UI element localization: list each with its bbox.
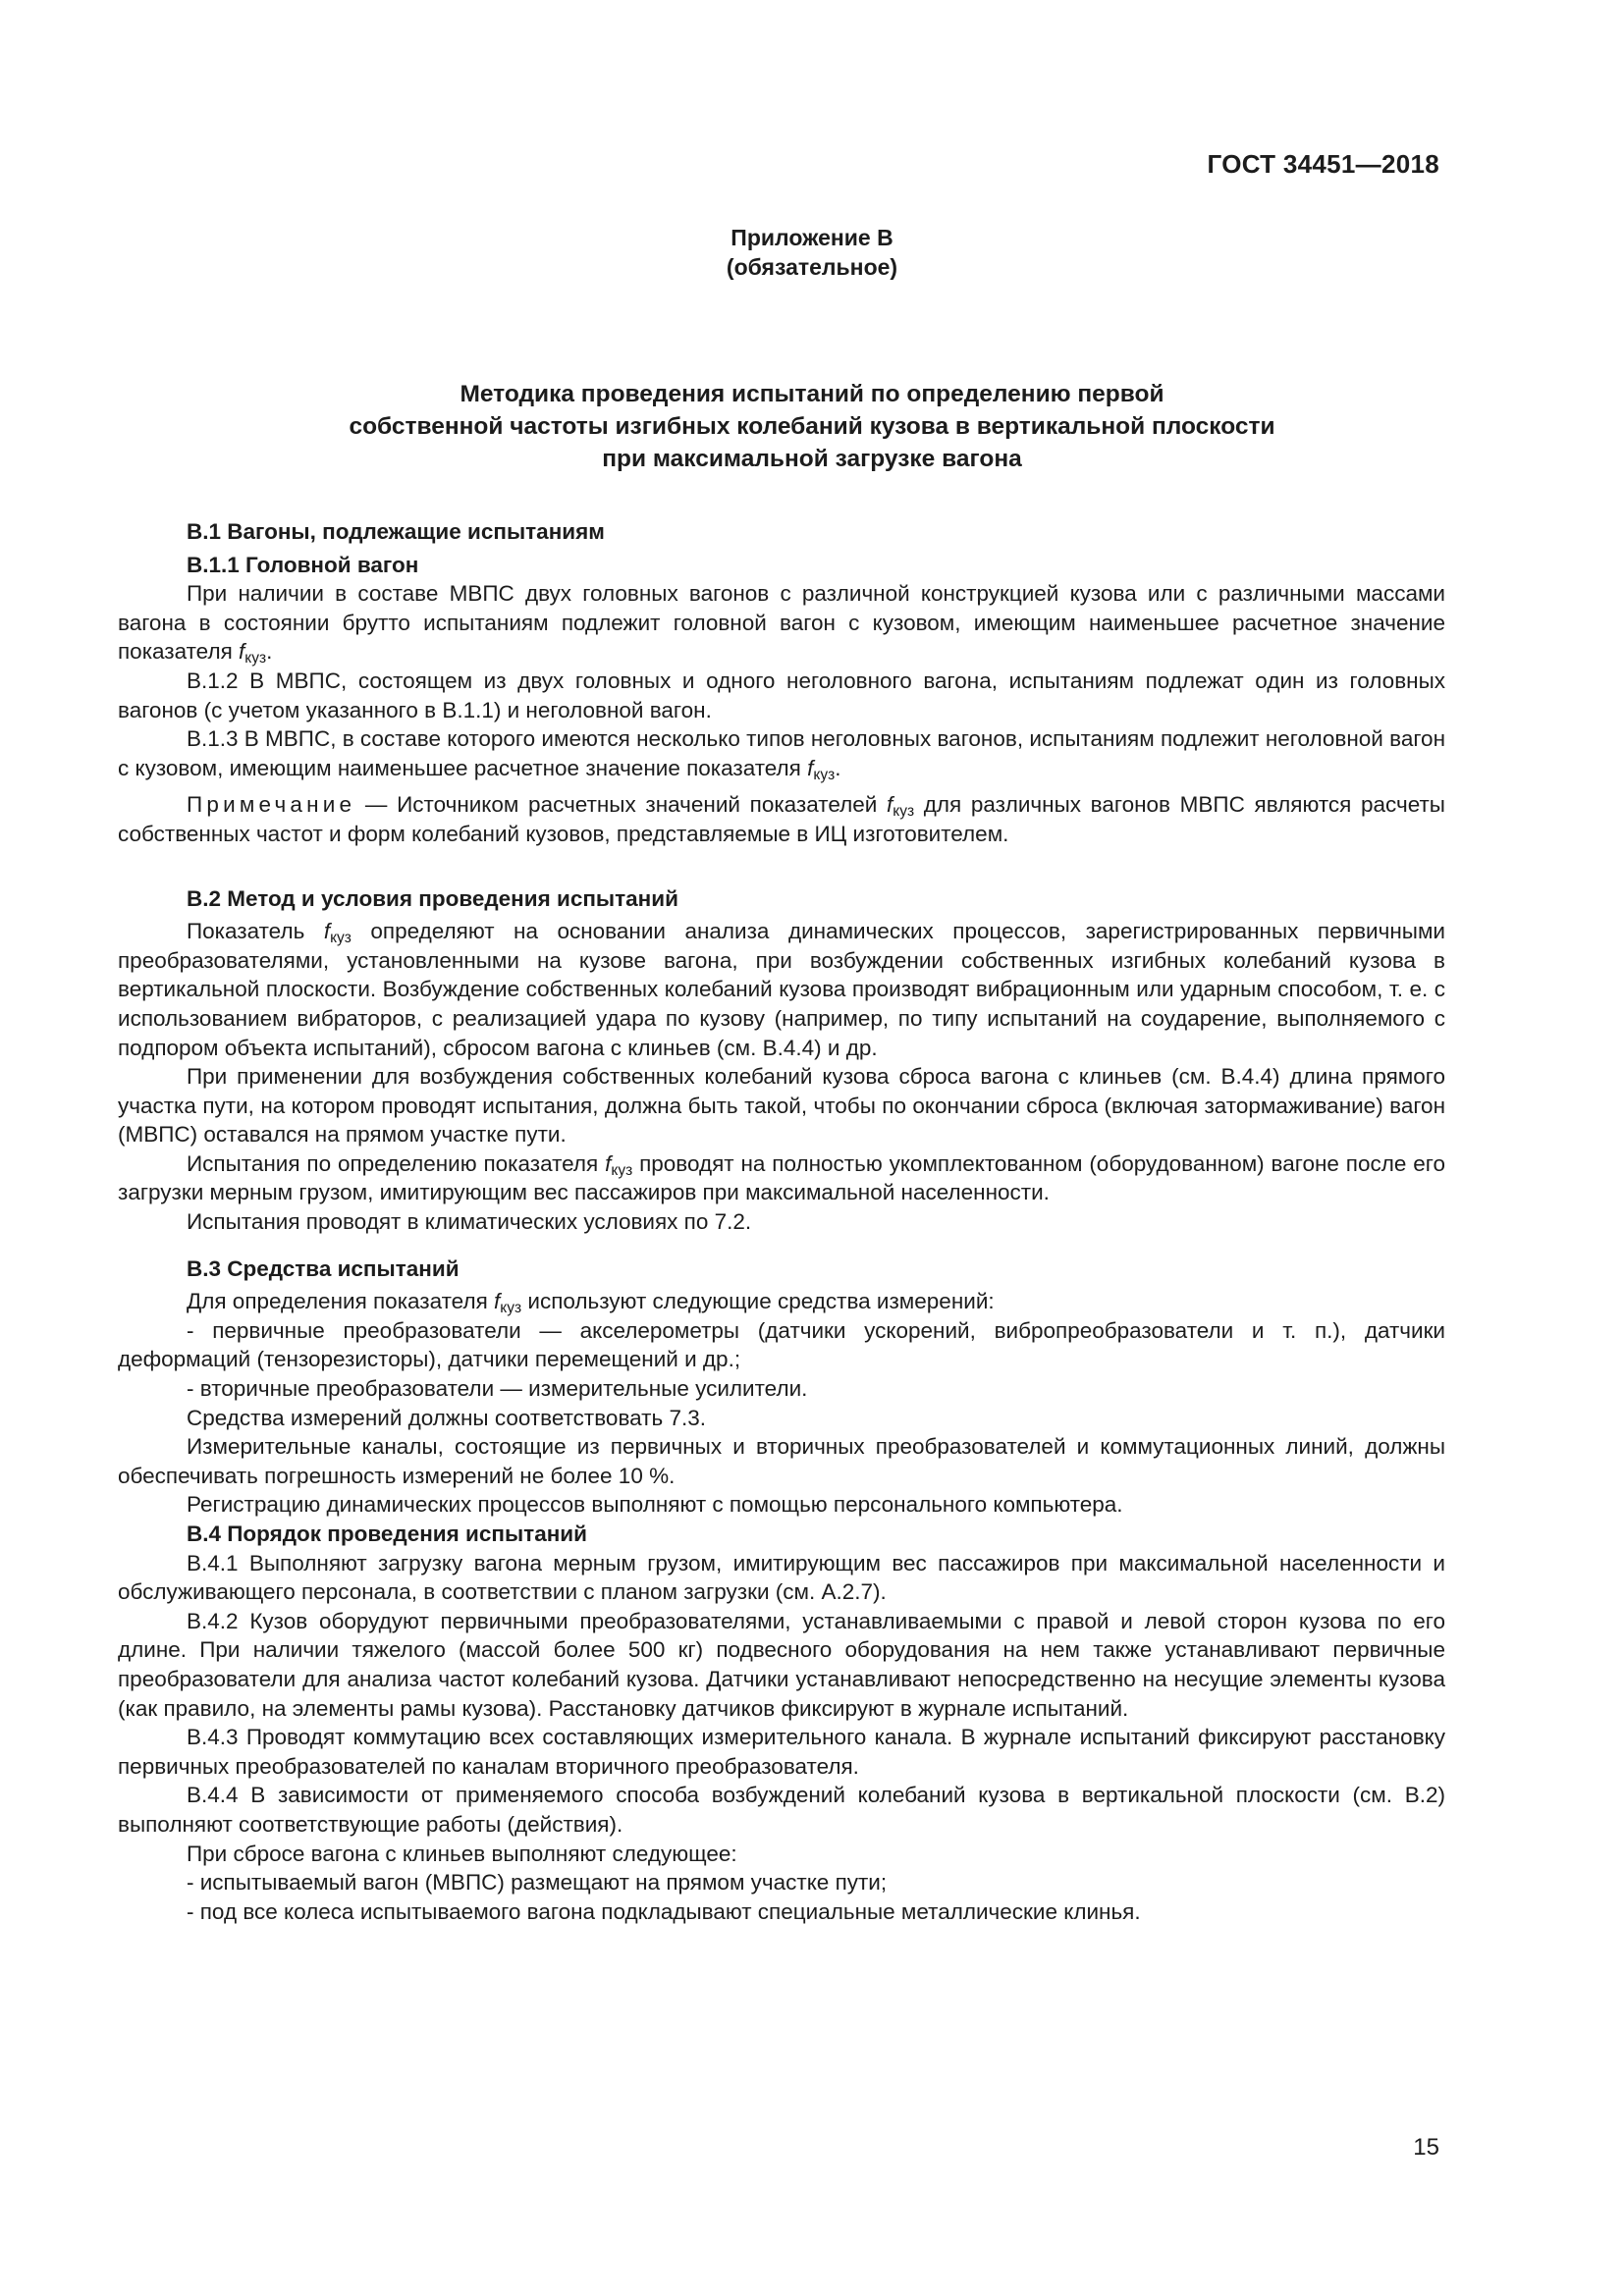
section-heading-b2: В.2 Метод и условия проведения испытаний: [187, 885, 678, 911]
document-title: [0, 378, 1624, 475]
paragraph-b4-5: При сбросе вагона с клиньев выполняют следующее:: [187, 1841, 737, 1866]
paragraph-b2-1: Показатель $f_{куз}$ определяют на основании анализа динамических процессов, зарегистрированных первичными преобразователями, установленными на кузове вагона, при возбуждении собственных изгибных колебаний кузова в вертикальной плоскости. Возбуждение собственных колебаний кузова производят вибрационным или ударным способом, т. е. с использованием вибраторов, с реализацией удара по кузову (например, по типу испытаний на соударение, выполняемого с подпором объекта испытаний), сбросом вагона с клиньев (см. В.4.4) и др.: [118, 919, 1445, 1060]
subsection-heading-b11: В.1.1 Головной вагон: [187, 552, 419, 577]
paragraph-b3-4: Регистрацию динамических процессов выполняют с помощью персонального компьютера.: [187, 1492, 1123, 1518]
symbol-f: f: [807, 755, 814, 780]
section-heading-b3: В.3 Средства испытаний: [187, 1255, 460, 1281]
title-line: собственной частоты изгибных колебаний кузова в вертикальной плоскости: [349, 413, 1275, 440]
page-number: 15: [1413, 2134, 1439, 2161]
paragraph-b2-2: При применении для возбуждения собственных колебаний кузова сброса вагона с клиньев (см. В.4.4) длина прямого участка пути, на котором проводят испытания, должна быть такой, чтобы по окончании сброса (включая затормаживание) вагон (МВПС) оставался на прямом участке пути.: [118, 1064, 1445, 1148]
paragraph-b13: В.1.3 В МВПС, в составе которого имеются несколько типов неголовных вагонов, испытаниям подлежит неголовной вагон с кузовом, имеющим наименьшее расчетное значение показателя $f_{куз}$.: [118, 726, 1445, 783]
paragraph-b4-4: В.4.4 В зависимости от применяемого способа возбуждений колебаний кузова в вертикальной плоскости (см. В.2) выполняют соответствующие работы (действия).: [118, 1783, 1445, 1837]
paragraph-b4-2: В.4.2 Кузов оборудуют первичными преобразователями, устанавливаемыми с правой и левой сторон кузова по его длине. При наличии тяжелого (массой более 500 кг) подвесного оборудования на нем также устанавливают первичные преобразователи для анализа частот колебаний кузова. Датчики устанавливают непосредственно на несущие элементы кузова (как правило, на элементы рамы кузова). Расстановку датчиков фиксируют в журнале испытаний.: [118, 1608, 1445, 1721]
title-line: при максимальной загрузке вагона: [602, 446, 1022, 472]
document-body: [118, 517, 1445, 1926]
paragraph-b4-3: В.4.3 Проводят коммутацию всех составляющих измерительного канала. В журнале испытаний фиксируют расстановку первичных преобразователей по каналам вторичного преобразователя.: [118, 1725, 1445, 1779]
symbol-sub: куз: [244, 650, 267, 667]
paragraph-b3-1: Для определения показателя $f_{куз}$ используют следующие средства измерений:: [187, 1289, 995, 1317]
symbol-f: f: [239, 639, 245, 665]
list-item: - вторичные преобразователи — измерительные усилители.: [187, 1376, 808, 1402]
symbol-sub: куз: [813, 766, 836, 783]
standard-id: ГОСТ 34451—2018: [1207, 149, 1439, 179]
appendix-type: (обязательное): [726, 254, 898, 280]
paragraph-b11: При наличии в составе МВПС двух головных вагонов с различной конструкцией кузова или с различными массами вагона в состоянии брутто испытаниям подлежит головной вагон с кузовом, имеющим наименьшее расчетное значение показателя $f_{куз}$.: [118, 581, 1445, 667]
list-item: - под все колеса испытываемого вагона подкладывают специальные металлические клинья.: [187, 1898, 1141, 1924]
paragraph-b3-3: Измерительные каналы, состоящие из первичных и вторичных преобразователей и коммутационных линий, должны обеспечивать погрешность измерений не более 10 %.: [118, 1434, 1445, 1488]
note-paragraph: Примечание — Источником расчетных значений показателей $f_{куз}$ для различных вагонов МВПС являются расчеты собственных частот и форм колебаний кузовов, представляемые в ИЦ изготовителем.: [118, 792, 1445, 846]
list-item: - испытываемый вагон (МВПС) размещают на прямом участке пути;: [187, 1870, 888, 1896]
note-label: Примечание: [187, 792, 356, 818]
paragraph-b2-4: Испытания проводят в климатических условиях по 7.2.: [187, 1209, 752, 1235]
title-line: Методика проведения испытаний по определению первой: [460, 381, 1164, 407]
paragraph-b12: В.1.2 В МВПС, состоящем из двух головных и одного неголовного вагона, испытаниям подлежат один из головных вагонов (с учетом указанного в В.1.1) и неголовной вагон.: [118, 667, 1445, 722]
paragraph-b2-3: Испытания по определению показателя $f_{куз}$ проводят на полностью укомплектованном (оборудованном) вагоне после его загрузки мерным грузом, имитирующим вес пассажиров при максимальной населенности.: [118, 1150, 1445, 1205]
appendix-title: Приложение В: [731, 225, 893, 250]
appendix-heading: [0, 223, 1624, 282]
paragraph-b3-2: Средства измерений должны соответствовать 7.3.: [187, 1405, 706, 1430]
section-heading-b4: В.4 Порядок проведения испытаний: [187, 1522, 587, 1546]
section-heading-b1: В.1 Вагоны, подлежащие испытаниям: [187, 519, 605, 544]
paragraph-b4-1: В.4.1 Выполняют загрузку вагона мерным грузом, имитирующим вес пассажиров при максимальной населенности и обслуживающего персонала, в соответствии с планом загрузки (см. А.2.7).: [118, 1550, 1445, 1605]
list-item: - первичные преобразователи — акселерометры (датчики ускорений, вибропреобразователи и т. п.), датчики деформаций (тензорезисторы), датчики перемещений и др.;: [118, 1317, 1445, 1372]
